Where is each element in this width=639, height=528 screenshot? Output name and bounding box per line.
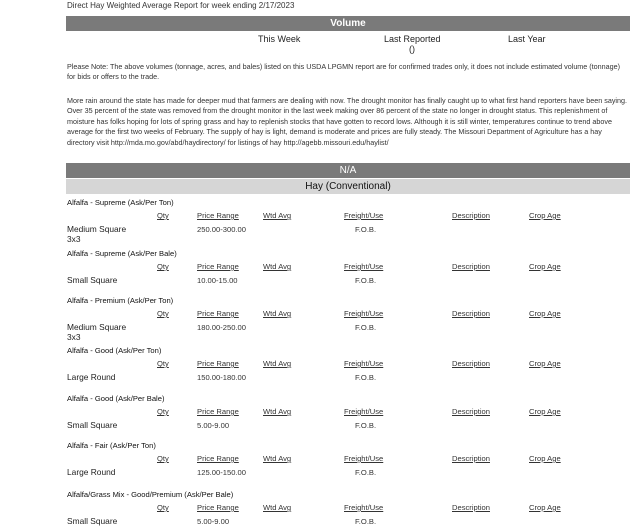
col-wtd-avg: Wtd Avg	[263, 309, 292, 318]
price-range-value: 10.00-15.00	[197, 276, 238, 285]
section-title: Alfalfa - Good (Ask/Per Ton)	[67, 346, 162, 355]
na-bar	[66, 163, 630, 178]
col-wtd-avg: Wtd Avg	[263, 262, 292, 271]
col-price-range: Price Range	[197, 454, 239, 463]
col-crop-age: Crop Age	[529, 359, 561, 368]
freight-value: F.O.B.	[355, 323, 377, 332]
price-range-value: 125.00-150.00	[197, 468, 246, 477]
section-title: Alfalfa - Good (Ask/Per Bale)	[67, 394, 165, 403]
col-description: Description	[452, 503, 490, 512]
price-range-value: 5.00-9.00	[197, 421, 230, 430]
section-title: Alfalfa - Supreme (Ask/Per Ton)	[67, 198, 174, 207]
hay-class-line1: Large Round	[67, 372, 116, 382]
hay-class-line1: Medium Square	[67, 224, 127, 234]
col-qty: Qty	[157, 309, 169, 318]
freight-value: F.O.B.	[355, 468, 377, 477]
section-title: Alfalfa - Fair (Ask/Per Ton)	[67, 441, 156, 450]
hay-class	[67, 275, 117, 285]
hay-class-line1: Small Square	[67, 516, 118, 526]
col-qty: Qty	[157, 503, 169, 512]
col-freight: Freight/Use	[344, 359, 384, 368]
col-crop-age: Crop Age	[529, 503, 561, 512]
volume-col-this-week: This Week	[258, 34, 301, 44]
hay-class	[67, 224, 126, 244]
col-price-range: Price Range	[197, 309, 239, 318]
col-description: Description	[452, 407, 490, 416]
col-crop-age: Crop Age	[529, 211, 561, 220]
hay-heading-bar	[66, 179, 630, 194]
volume-col-last-reported: Last Reported	[384, 34, 441, 44]
hay-class	[67, 467, 115, 477]
volume-col-last-year: Last Year	[508, 34, 546, 44]
col-freight: Freight/Use	[344, 309, 384, 318]
col-price-range: Price Range	[197, 262, 239, 271]
col-freight: Freight/Use	[344, 503, 384, 512]
freight-value: F.O.B.	[355, 421, 377, 430]
volume-heading-bar	[66, 16, 630, 31]
hay-class-line2: 3x3	[67, 234, 81, 244]
price-range-value: 250.00-300.00	[197, 225, 246, 234]
col-crop-age: Crop Age	[529, 407, 561, 416]
section-title: Alfalfa - Supreme (Ask/Per Bale)	[67, 249, 177, 258]
col-price-range: Price Range	[197, 359, 239, 368]
col-freight: Freight/Use	[344, 454, 384, 463]
col-description: Description	[452, 262, 490, 271]
freight-value: F.O.B.	[355, 517, 377, 526]
col-qty: Qty	[157, 359, 169, 368]
col-description: Description	[452, 309, 490, 318]
col-qty: Qty	[157, 454, 169, 463]
hay-class-line1: Medium Square	[67, 322, 127, 332]
freight-value: F.O.B.	[355, 276, 377, 285]
hay-class	[67, 420, 117, 430]
col-freight: Freight/Use	[344, 211, 384, 220]
freight-value: F.O.B.	[355, 373, 377, 382]
col-wtd-avg: Wtd Avg	[263, 503, 292, 512]
col-wtd-avg: Wtd Avg	[263, 407, 292, 416]
section-title: Alfalfa - Premium (Ask/Per Ton)	[67, 296, 174, 305]
volume-last-reported-value: ()	[409, 44, 415, 54]
na-label: N/A	[339, 165, 357, 176]
col-price-range: Price Range	[197, 407, 239, 416]
col-qty: Qty	[157, 211, 169, 220]
price-range-value: 150.00-180.00	[197, 373, 246, 382]
market-narrative: More rain around the state has made for deeper mud that farmers are dealing with now. The drought monitor has finally caught up to what first hand reporters have been saying. Over 35 percent of the state was removed from the drought monitor in the last week making over 86 percent of the state no longer in drought status. This replenishment of moisture has folks hoping for lots of spring grass and hay to replenish stocks that have gotten to record lows. Although it is still winter, temperatures continue to trend above average for the first two weeks of February. The supply of hay is light, demand is moderate and prices are fully steady. The Missouri Department of Agriculture has a hay directory visit http://mda.mo.gov/abd/haydirectory/ for listings of hay http://agebb.missouri.edu/haylist/	[67, 96, 628, 147]
col-wtd-avg: Wtd Avg	[263, 359, 292, 368]
hay-class-line2: 3x3	[67, 332, 81, 342]
hay-class-line1: Small Square	[67, 420, 118, 430]
col-description: Description	[452, 454, 490, 463]
hay-class-line1: Large Round	[67, 467, 116, 477]
hay-heading: Hay (Conventional)	[305, 181, 391, 192]
price-range-value: 5.00-9.00	[197, 517, 230, 526]
col-crop-age: Crop Age	[529, 262, 561, 271]
hay-class	[67, 372, 115, 382]
price-range-value: 180.00-250.00	[197, 323, 246, 332]
col-crop-age: Crop Age	[529, 454, 561, 463]
col-wtd-avg: Wtd Avg	[263, 454, 292, 463]
hay-class-line1: Small Square	[67, 275, 118, 285]
col-description: Description	[452, 359, 490, 368]
section-title: Alfalfa/Grass Mix - Good/Premium (Ask/Per Bale)	[67, 490, 234, 499]
freight-value: F.O.B.	[355, 225, 377, 234]
report-title: Direct Hay Weighted Average Report for week ending 2/17/2023	[67, 1, 295, 10]
col-price-range: Price Range	[197, 503, 239, 512]
volume-note: Please Note: The above volumes (tonnage, acres, and bales) listed on this USDA LPGMN report are for confirmed trades only, it does not include estimated volume (tonnage) for bids or offers to the trade.	[67, 62, 621, 82]
col-freight: Freight/Use	[344, 262, 384, 271]
col-crop-age: Crop Age	[529, 309, 561, 318]
col-price-range: Price Range	[197, 211, 239, 220]
col-wtd-avg: Wtd Avg	[263, 211, 292, 220]
volume-heading: Volume	[330, 18, 366, 29]
hay-class	[67, 322, 126, 342]
hay-class	[67, 516, 117, 526]
col-freight: Freight/Use	[344, 407, 384, 416]
col-qty: Qty	[157, 407, 169, 416]
col-qty: Qty	[157, 262, 169, 271]
col-description: Description	[452, 211, 490, 220]
